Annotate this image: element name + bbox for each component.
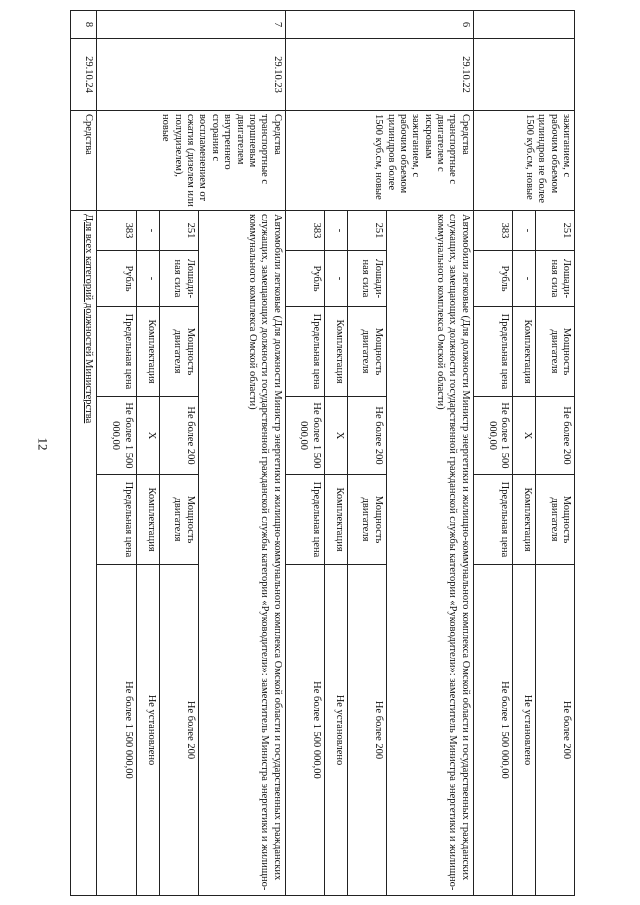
table-row: 383 Рубль Предельная цена Не более 1 500 000,00 Предельная цена Не более 1 500 000,00 (97, 11, 136, 896)
table-row (198, 11, 285, 896)
subject-cell: Средства транспортные с поршневым двигателем внутреннего сгорания с воспламенением от сжатия (дизелем или полудизелем), новые (97, 111, 285, 211)
table-row: 383 Рубль Предельная цена Не более 1 500 000,00 Предельная цена Не более 1 500 000,00 (473, 11, 512, 896)
rotated-page (70, 10, 575, 895)
table-row: - - Комплектация X Комплектация Не установлено (136, 11, 159, 896)
okpd-code: 29.10.24 (71, 39, 98, 111)
subject-cell: зажиганием, с рабочим объемом цилиндров не более 1500 куб.см, новые (473, 111, 574, 211)
page-number: 12 (35, 437, 51, 451)
table-row: 383 Рубль Предельная цена Не более 1 500 000,00 Предельная цена Не более 1 500 000,00 (285, 11, 324, 896)
table-row: - - Комплектация X Комплектация Не установлено (324, 11, 347, 896)
subject-cell: Средства транспортные с двигателем с искровым зажиганием, с рабочим объемом цилиндров более 1500 куб.см, новые (285, 111, 473, 211)
table-row: зажиганием, с рабочим объемом цилиндров не более 1500 куб.см, новые 251 Лошади-ная сила Мощность двигателя Не более 200 Мощность двигателя Не более 200 (535, 11, 574, 896)
subject-cell: Средства (71, 111, 98, 211)
category-header: Для всех категорий должностей Министерства (71, 211, 98, 896)
table-row (71, 11, 98, 896)
okpd-code: 29.10.22 (285, 39, 473, 111)
table-row: 251 Лошади-ная сила Мощность двигателя Не более 200 Мощность двигателя Не более 200 (159, 11, 198, 896)
category-header: Автомобили легковые (Для должности Министр энергетики и жилищно-коммунального комплекса Омской области и государственных гражданских служащих, замещающих должности государственной гражданской службы категории «Руководители»: заместитель Министра энергетики и жилищно-коммунального комплекса Омской области) (198, 211, 285, 896)
row-number: 8 (71, 11, 98, 39)
table-row (386, 11, 473, 896)
okpd-code: 29.10.23 (97, 39, 285, 111)
table-row: - - Комплектация X Комплектация Не установлено (512, 11, 535, 896)
row-number: 6 (285, 11, 473, 39)
requirements-table (70, 10, 575, 896)
category-header: Автомобили легковые (Для должности Министр энергетики и жилищно-коммунального комплекса Омской области и государственных гражданских служащих, замещающих должности государственной гражданской службы категории «Руководители»: заместитель Министра энергетики и жилищно-коммунального комплекса Омской области) (386, 211, 473, 896)
row-number: 7 (97, 11, 285, 39)
table-row: 251 Лошади-ная сила Мощность двигателя Не более 200 Мощность двигателя Не более 200 (347, 11, 386, 896)
